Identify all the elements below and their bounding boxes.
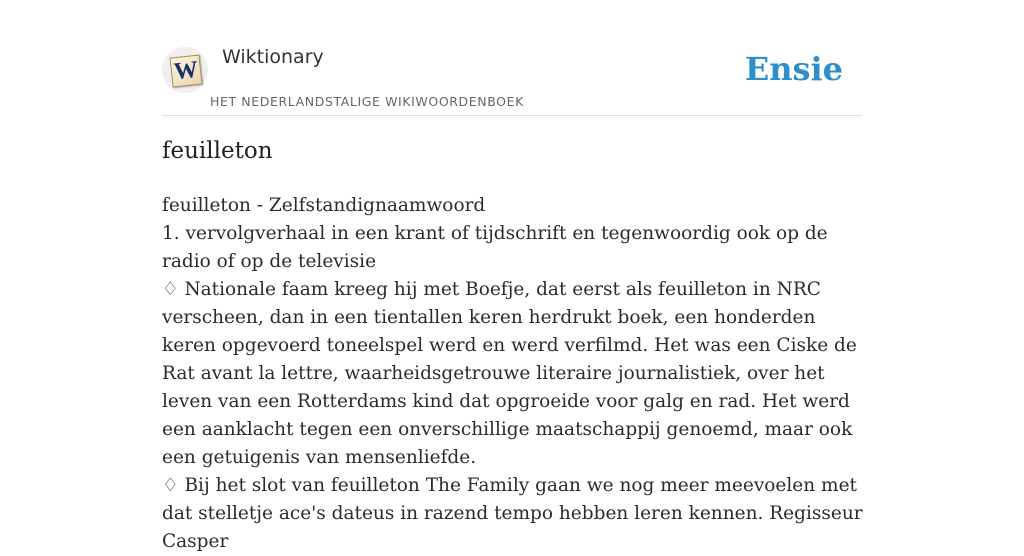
ensie-brand-logo[interactable]: Ensie [744, 50, 843, 88]
page-title: feuilleton [162, 138, 273, 164]
example-sentence: ♢ Bij het slot van feuilleton The Family gaan we nog meer meevoelen met dat stelletje ace's dateus in razend tempo hebben leren kennen. Regisseur Casper [162, 475, 863, 552]
wiktionary-logo[interactable] [162, 47, 208, 93]
logo-letter: W [172, 56, 200, 86]
site-header [162, 44, 862, 116]
site-tagline: HET NEDERLANDSTALIGE WIKIWOORDENBOEK [210, 94, 524, 109]
entry-content [162, 192, 872, 556]
puzzle-tile-icon [170, 55, 203, 88]
example-sentence: ♢ Nationale faam kreeg hij met Boefje, dat eerst als feuilleton in NRC verscheen, dan in een tientallen keren herdrukt boek, een honderden keren opgevoerd toneelspel werd en werd verfilmd. Het was een Ciske de Rat avant la lettre, waarheidsgetrouwe literaire journalistiek, over het leven van een Rotterdams kind dat opgroeide voor galg en rad. Het werd een aanklacht tegen een onverschillige maatschappij genoemd, maar ook een getuigenis van mensenliefde. [162, 279, 857, 468]
definition: 1. vervolgverhaal in een krant of tijdschrift en tegenwoordig ook op de radio of op de televisie [162, 223, 828, 272]
part-of-speech-line: feuilleton - Zelfstandignaamwoord [162, 195, 486, 216]
site-name[interactable]: Wiktionary [222, 46, 324, 68]
